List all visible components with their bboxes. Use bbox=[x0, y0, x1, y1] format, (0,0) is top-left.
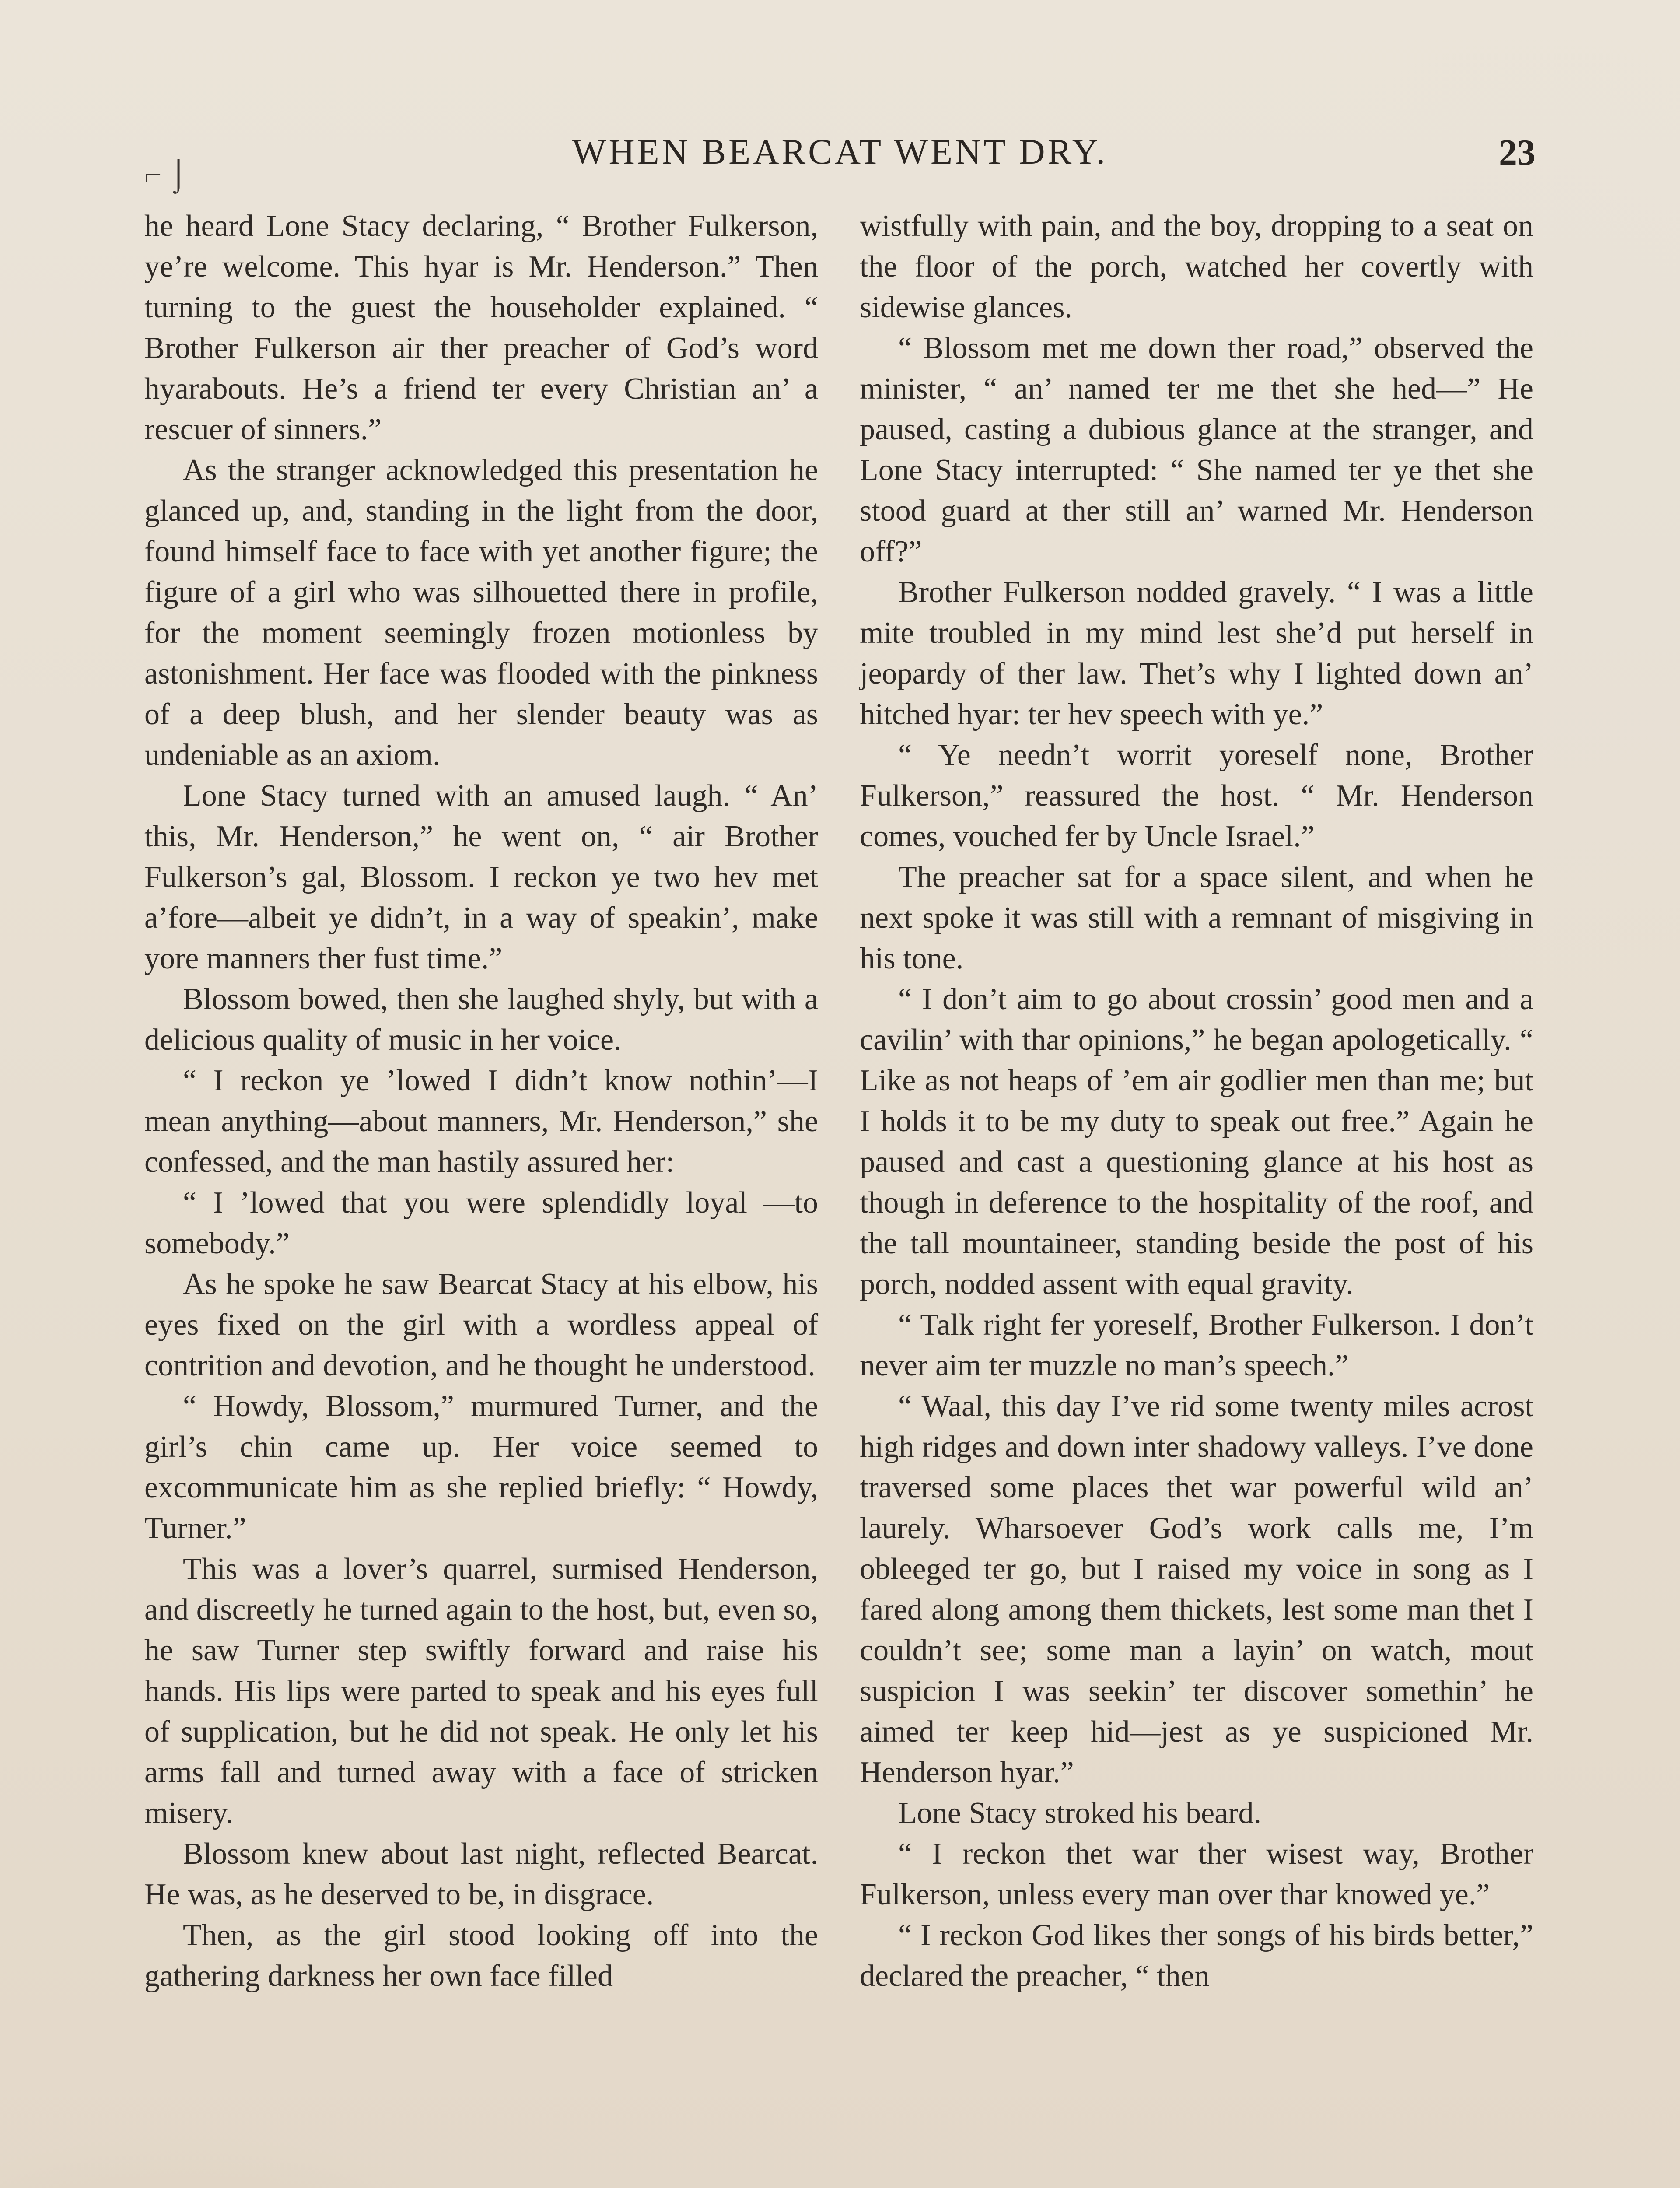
paragraph: “ Ye needn’t worrit yoreself none, Brother Fulkerson,” reassured the host. “ Mr. Henderson comes, vouched fer by Uncle Israel.” bbox=[860, 738, 1533, 853]
paragraph: Blossom bowed, then she laughed shyly, but with a delicious quality of music in her voice. bbox=[144, 982, 818, 1057]
paragraph: “ Howdy, Blossom,” murmured Turner, and the girl’s chin came up. Her voice seemed to excommunicate him as she replied briefly: “ Howdy, Turner.” bbox=[144, 1389, 818, 1545]
paragraph: “ I ’lowed that you were splendidly loyal —to somebody.” bbox=[144, 1186, 818, 1260]
paragraph: he heard Lone Stacy declaring, “ Brother Fulkerson, ye’re welcome. This hyar is Mr. Henderson.” Then turning to the guest the householder explained. “ Brother Fulkerson air ther preacher of God’s word hyarabouts. He’s a friend ter every Christian an’ a rescuer of sinners.” bbox=[144, 209, 818, 446]
paragraph: Lone Stacy turned with an amused laugh. “ An’ this, Mr. Henderson,” he went on, “ air Brother Fulkerson’s gal, Blossom. I reckon ye two hev met a’fore—albeit ye didn’t, in a way of speakin’, make yore manners ther fust time.” bbox=[144, 779, 818, 975]
paragraph: This was a lover’s quarrel, surmised Henderson, and discreetly he turned again to the host, but, even so, he saw Turner step swiftly forward and raise his hands. His lips were parted to speak and his eyes full of supplication, but he did not speak. He only let his arms fall and turned away with a face of stricken misery. bbox=[144, 1552, 818, 1830]
paragraph: “ I don’t aim to go about crossin’ good men and a cavilin’ with thar opinions,” he began apologetically. “ Like as not heaps of ’em air godlier men than me; but I holds it to be my duty to speak out free.” Again he paused and cast a questioning glance at his host as though in deference to the hospitality of the roof, and the tall mountaineer, standing beside the post of his porch, nodded assent with equal gravity. bbox=[860, 982, 1533, 1301]
page-number: 23 bbox=[1499, 132, 1536, 173]
page-corner-mark: ⌐ ⌡ bbox=[144, 158, 188, 192]
paragraph: Lone Stacy stroked his beard. bbox=[898, 1796, 1262, 1830]
paragraph: “ I reckon ye ’lowed I didn’t know nothin’—I mean anything—about manners, Mr. Henderson,” she confessed, and the man hastily assured her: bbox=[144, 1064, 818, 1179]
paragraph: “ I reckon God likes ther songs of his birds better,” declared the preacher, “ then bbox=[860, 1918, 1533, 1993]
paragraph: “ Waal, this day I’ve rid some twenty miles acrost high ridges and down inter shadowy valleys. I’ve done traversed some places thet war powerful wild an’ laurely. Wharsoever God’s work calls me, I’m obleeged ter go, but I raised my voice in song as I fared along among them thickets, lest some man thet I couldn’t see; some man a layin’ on watch, mout suspicion I was seekin’ ter discover somethin’ he aimed ter keep hid—jest as ye suspicioned Mr. Henderson hyar.” bbox=[860, 1389, 1533, 1789]
paragraph: Brother Fulkerson nodded gravely. “ I was a little mite troubled in my mind lest she’d put herself in jeopardy of ther law. Thet’s why I lighted down an’ hitched hyar: ter hev speech with ye.” bbox=[860, 575, 1533, 731]
right-column bbox=[860, 206, 1533, 1996]
page-header bbox=[144, 131, 1536, 192]
paragraph: Then, as the girl stood looking off into the gathering darkness her own face filled bbox=[144, 1918, 818, 1993]
paragraph: “ Talk right fer yoreself, Brother Fulkerson. I don’t never aim ter muzzle no man’s speech.” bbox=[860, 1308, 1533, 1382]
paragraph: As the stranger acknowledged this presentation he glanced up, and, standing in the light from the door, found himself face to face with yet another figure; the figure of a girl who was silhouetted there in profile, for the moment seemingly frozen motionless by astonishment. Her face was flooded with the pinkness of a deep blush, and her slender beauty was as undeniable as an axiom. bbox=[144, 453, 818, 772]
paragraph: “ Blossom met me down ther road,” observed the minister, “ an’ named ter me thet she hed—” He paused, casting a dubious glance at the stranger, and Lone Stacy interrupted: “ She named ter ye thet she stood guard at ther still an’ warned Mr. Henderson off?” bbox=[860, 331, 1533, 568]
paragraph: “ I reckon thet war ther wisest way, Brother Fulkerson, unless every man over thar knowed ye.” bbox=[860, 1837, 1533, 1911]
paragraph: Blossom knew about last night, reflected Bearcat. He was, as he deserved to be, in disgrace. bbox=[144, 1837, 818, 1911]
paragraph: The preacher sat for a space silent, and when he next spoke it was still with a remnant of misgiving in his tone. bbox=[860, 860, 1533, 975]
paragraph: As he spoke he saw Bearcat Stacy at his elbow, his eyes fixed on the girl with a wordless appeal of contrition and devotion, and he thought he understood. bbox=[144, 1267, 818, 1382]
left-column bbox=[144, 206, 818, 1996]
running-head: WHEN BEARCAT WENT DRY. bbox=[572, 132, 1108, 172]
paragraph: wistfully with pain, and the boy, dropping to a seat on the floor of the porch, watched her covertly with sidewise glances. bbox=[860, 209, 1533, 324]
